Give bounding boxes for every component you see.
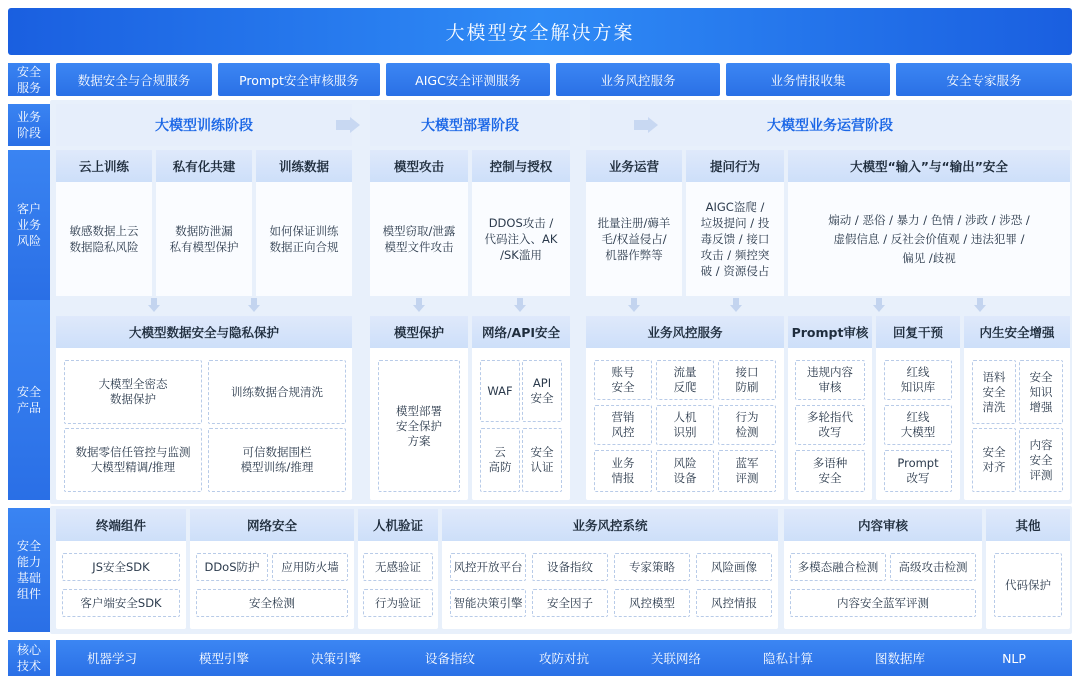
product-item: 安全 知识 增强 (1019, 360, 1063, 424)
product-item: 大模型全密态 数据保护 (64, 360, 202, 424)
service-aigc-eval[interactable]: AIGC安全评测服务 (386, 63, 550, 96)
cap-item: 高级攻击检测 (890, 553, 976, 581)
product-head: Prompt审核 (788, 316, 872, 348)
core-tech-item: 隐私计算 (762, 651, 813, 666)
row-label-core (8, 640, 50, 676)
row-label-risk-text: 客户业务风险 (16, 202, 41, 248)
cap-item: 安全因子 (532, 589, 608, 617)
product-item: 内容 安全 评测 (1019, 428, 1063, 492)
product-item: 人机 识别 (656, 405, 714, 445)
risk-card-private (156, 150, 252, 296)
cap-head: 内容审核 (784, 509, 982, 541)
product-head: 模型保护 (370, 316, 468, 348)
cap-head: 业务风控系统 (442, 509, 778, 541)
core-tech-item: 攻防对抗 (538, 651, 589, 666)
risk-head: 控制与授权 (472, 150, 570, 182)
arrow-down-icon (873, 298, 885, 312)
service-prompt-audit[interactable]: Prompt安全审核服务 (218, 63, 380, 96)
row-label-stage (8, 104, 50, 146)
product-item: 云 高防 (480, 428, 520, 492)
product-risk-service (586, 316, 784, 500)
arrow-right-icon (336, 117, 360, 133)
product-item: 业务 情报 (594, 450, 652, 492)
product-item: 安全 对齐 (972, 428, 1016, 492)
core-tech-item: 决策引擎 (310, 651, 361, 666)
product-head: 网络/API安全 (472, 316, 570, 348)
cap-item: 内容安全蓝军评测 (790, 589, 976, 617)
product-item: 蓝军 评测 (718, 450, 776, 492)
stage-operation: 大模型业务运营阶段 (590, 104, 1070, 146)
risk-card-business-ops (586, 150, 682, 296)
row-label-product-text: 安全产品 (16, 385, 41, 415)
product-item: 行为 检测 (718, 405, 776, 445)
product-head: 业务风控服务 (586, 316, 784, 348)
service-intel[interactable]: 业务情报收集 (726, 63, 890, 96)
product-item: 数据零信任管控与监测 大模型精调/推理 (64, 428, 202, 492)
cap-item: 风险画像 (696, 553, 772, 581)
product-item: WAF (480, 360, 520, 422)
product-item: 接口 防刷 (718, 360, 776, 400)
core-tech-item: 图数据库 (874, 651, 925, 666)
product-data-security (56, 316, 352, 500)
cap-item: 智能决策引擎 (450, 589, 526, 617)
risk-head: 云上训练 (56, 150, 152, 182)
cap-head: 网络安全 (190, 509, 354, 541)
product-item: 模型部署 安全保护 方案 (378, 360, 460, 492)
cap-item: DDoS防护 (196, 553, 268, 581)
page-title: 大模型安全解决方案 (8, 8, 1072, 55)
product-item: 红线 知识库 (884, 360, 952, 400)
cap-item: 多模态融合检测 (790, 553, 886, 581)
risk-body: 模型窃取/泄露 模型文件攻击 (370, 182, 468, 296)
risk-head: 训练数据 (256, 150, 352, 182)
risk-card-model-attack (370, 150, 468, 296)
cap-item: 无感验证 (363, 553, 433, 581)
product-item: 流量 反爬 (656, 360, 714, 400)
risk-head: 提问行为 (686, 150, 784, 182)
product-item: 营销 风控 (594, 405, 652, 445)
product-head: 回复干预 (876, 316, 960, 348)
product-item: 风险 设备 (656, 450, 714, 492)
cap-content (784, 509, 982, 629)
cap-risk-system (442, 509, 778, 629)
cap-item: 风控模型 (614, 589, 690, 617)
cap-item: 安全检测 (196, 589, 348, 617)
cap-other (986, 509, 1070, 629)
arrow-down-icon (514, 298, 526, 312)
risk-body: 如何保证训练 数据正向合规 (256, 182, 352, 296)
stage-deploy: 大模型部署阶段 (370, 104, 570, 146)
arrow-down-icon (628, 298, 640, 312)
cap-terminal (56, 509, 186, 629)
arrow-down-icon (730, 298, 742, 312)
risk-head: 私有化共建 (156, 150, 252, 182)
cap-item: 行为验证 (363, 589, 433, 617)
risk-card-io-security (788, 150, 1070, 296)
row-label-capability-text: 安全能力基础组件 (16, 539, 41, 601)
cap-item: 应用防火墙 (272, 553, 348, 581)
row-label-service (8, 63, 50, 96)
product-head: 大模型数据安全与隐私保护 (56, 316, 352, 348)
arrow-down-icon (248, 298, 260, 312)
core-tech-item: 机器学习 (86, 651, 137, 666)
product-item: 多语种 安全 (795, 450, 865, 492)
cap-head: 人机验证 (358, 509, 438, 541)
product-item: 可信数据围栏 模型训练/推理 (208, 428, 346, 492)
arrow-down-icon (974, 298, 986, 312)
cap-item: 风控情报 (696, 589, 772, 617)
product-item: Prompt 改写 (884, 450, 952, 492)
risk-body: DDOS攻击 / 代码注入、AK /SK滥用 (472, 182, 570, 296)
core-tech-bar (56, 640, 1072, 676)
row-label-stage-text: 业务阶段 (16, 110, 41, 140)
risk-body: 数据防泄漏 私有模型保护 (156, 182, 252, 296)
row-label-core-text: 核心技术 (16, 643, 41, 673)
product-network-api (472, 316, 570, 500)
stage-training: 大模型训练阶段 (56, 104, 352, 146)
risk-card-question-behavior (686, 150, 784, 296)
risk-head: 模型攻击 (370, 150, 468, 182)
core-tech-item: 模型引擎 (198, 651, 249, 666)
product-item: 训练数据合规清洗 (208, 360, 346, 424)
product-item: 语料 安全 清洗 (972, 360, 1016, 424)
product-item: API 安全 (522, 360, 562, 422)
cap-item: 设备指纹 (532, 553, 608, 581)
row-label-risk (8, 150, 50, 300)
product-item: 多轮指代 改写 (795, 405, 865, 445)
risk-head: 业务运营 (586, 150, 682, 182)
product-prompt-audit (788, 316, 872, 500)
service-risk-control[interactable]: 业务风控服务 (556, 63, 720, 96)
row-label-product (8, 300, 50, 500)
cap-item: JS安全SDK (62, 553, 180, 581)
product-item: 违规内容 审核 (795, 360, 865, 400)
product-endogenous (964, 316, 1070, 500)
risk-card-cloud-training (56, 150, 152, 296)
service-data-compliance[interactable]: 数据安全与合规服务 (56, 63, 212, 96)
core-tech-item: NLP (1002, 650, 1026, 666)
core-tech-item: 关联网络 (650, 651, 701, 666)
cap-item: 客户端安全SDK (62, 589, 180, 617)
row-label-service-text: 安全服务 (16, 64, 41, 95)
risk-head: 大模型“输入”与“输出”安全 (788, 150, 1070, 182)
product-model-protect (370, 316, 468, 500)
risk-body: AIGC盗爬 / 垃圾提问 / 投 毒反馈 / 接口 攻击 / 频控突 破 / 资源侵占 (686, 182, 784, 296)
cap-item: 代码保护 (994, 553, 1062, 617)
arrow-down-icon (148, 298, 160, 312)
row-label-capability (8, 508, 50, 632)
cap-item: 风控开放平台 (450, 553, 526, 581)
risk-body: 批量注册/薅羊 毛/权益侵占/ 机器作弊等 (586, 182, 682, 296)
product-item: 账号 安全 (594, 360, 652, 400)
product-item: 红线 大模型 (884, 405, 952, 445)
cap-human (358, 509, 438, 629)
product-head: 内生安全增强 (964, 316, 1070, 348)
arrow-right-icon (634, 117, 658, 133)
cap-head: 终端组件 (56, 509, 186, 541)
risk-card-training-data (256, 150, 352, 296)
arrow-down-icon (413, 298, 425, 312)
cap-item: 专家策略 (614, 553, 690, 581)
product-reply-intervene (876, 316, 960, 500)
service-expert[interactable]: 安全专家服务 (896, 63, 1072, 96)
cap-network (190, 509, 354, 629)
risk-card-control-auth (472, 150, 570, 296)
cap-head: 其他 (986, 509, 1070, 541)
product-item: 安全 认证 (522, 428, 562, 492)
core-tech-item: 设备指纹 (424, 651, 475, 666)
risk-body: 煽动 / 恶俗 / 暴力 / 色情 / 涉政 / 涉恐 / 虚假信息 / 反社会价值观 / 违法犯罪 / 偏见 /歧视 (788, 182, 1070, 296)
risk-body: 敏感数据上云 数据隐私风险 (56, 182, 152, 296)
